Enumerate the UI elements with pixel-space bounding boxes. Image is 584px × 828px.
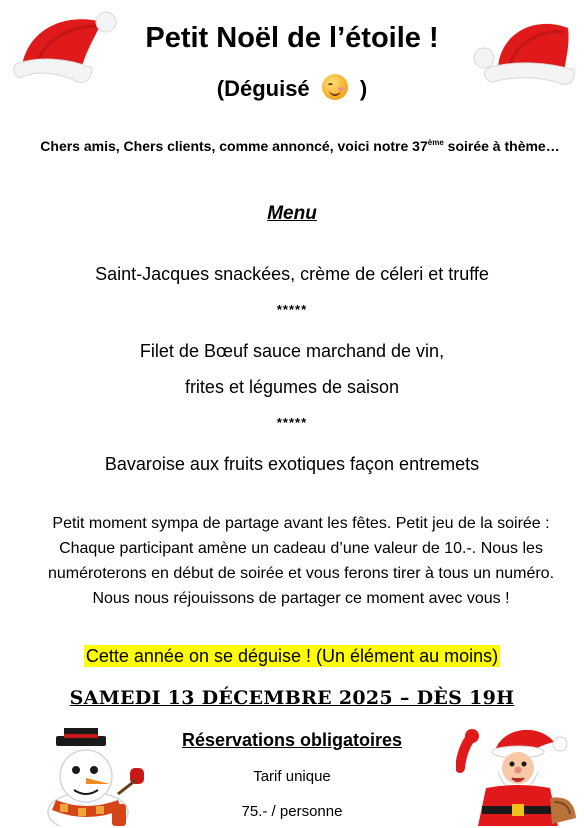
subtitle-suffix: ) — [359, 76, 368, 101]
menu-item-starter: Saint-Jacques snackées, crème de céleri et truffe — [95, 264, 489, 284]
intro-text — [40, 133, 560, 156]
costume-notice-text: Cette année on se déguise ! (Un élément au moins) — [85, 646, 499, 666]
intro-text-end: soirée à thème… — [443, 138, 560, 154]
subtitle-prefix: (Déguisé — [216, 76, 310, 101]
winking-smiley-icon — [322, 74, 348, 100]
intro-superscript: ème — [427, 138, 444, 147]
reservation-label: Réservations obligatoires — [181, 730, 403, 750]
menu-item-main-line2: frites et légumes de saison — [184, 377, 400, 397]
menu-separator: ***** — [276, 302, 308, 317]
event-description: Petit moment sympa de partage avant les fêtes. Petit jeu de la soirée : Chaque participant amène un cadeau d’une valeur de 10.-. Nous les numéroterons en début de soirée et vous ferons tirer à tous un numéro. Nous nous réjouissons de partager ce moment avec vous ! — [47, 515, 555, 607]
event-date: SAMEDI 13 DÉCEMBRE 2025 – DÈS 19H — [69, 687, 515, 709]
menu-item-dessert: Bavaroise aux fruits exotiques façon entremets — [104, 454, 480, 474]
santa-claus-icon — [456, 728, 580, 826]
costume-notice — [0, 646, 584, 667]
page-title: Petit Noël de l’étoile ! — [145, 22, 439, 54]
subtitle — [0, 74, 584, 102]
menu-title: Menu — [267, 203, 317, 224]
menu-item-main-line1: Filet de Bœuf sauce marchand de vin, — [139, 341, 445, 361]
intro-text-start: Chers amis, Chers clients, comme annoncé, voici notre 37 — [40, 138, 428, 154]
menu-separator: ***** — [276, 415, 308, 430]
snowman-icon — [26, 728, 158, 826]
price: 75.- / personne — [241, 803, 343, 820]
tarif-label: Tarif unique — [253, 768, 331, 785]
